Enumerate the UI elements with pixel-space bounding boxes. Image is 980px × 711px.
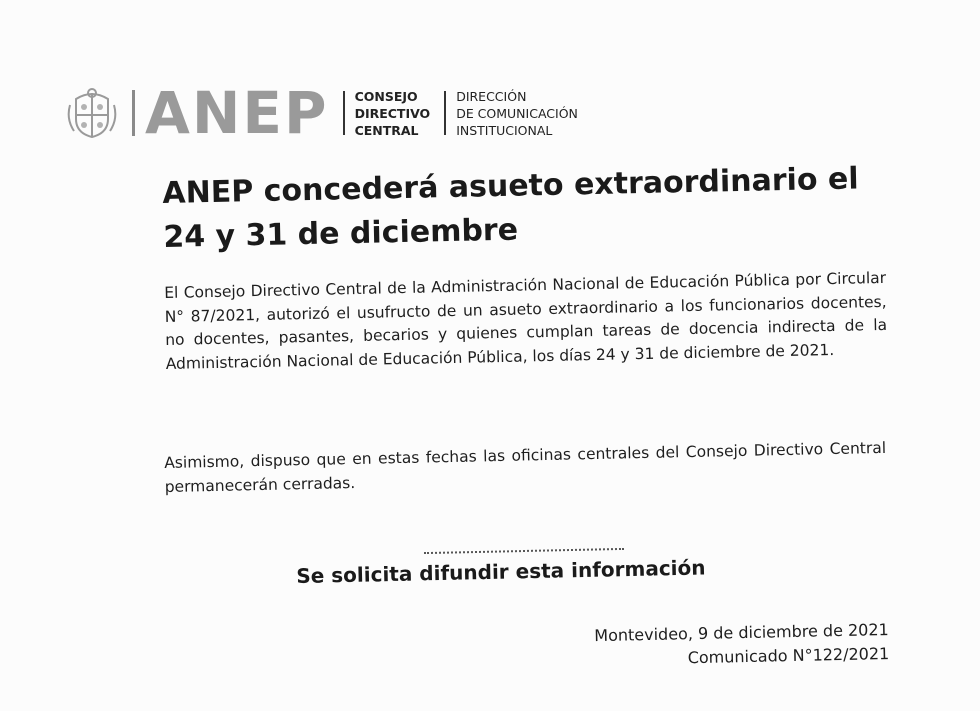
department-line-3: INSTITUCIONAL (456, 122, 553, 138)
department-line-1: DIRECCIÓN (456, 88, 527, 104)
place-and-date: Montevideo, 9 de diciembre de 2021 (593, 619, 889, 646)
department-name (456, 88, 578, 139)
communique-number: Comunicado N°122/2021 (687, 643, 889, 668)
council-line-3: CENTRAL (354, 122, 419, 138)
council-name (355, 88, 431, 139)
signature-block (594, 618, 889, 672)
council-line-2: DIRECTIVO (354, 105, 431, 121)
body-paragraph-2: Asimismo, dispuso que en estas fechas las oficinas centrales del Consejo Directivo Central permanecerán cerradas. (164, 438, 887, 496)
dissemination-request: Se solicita difundir esta información (296, 555, 706, 588)
council-line-1: CONSEJO (354, 88, 418, 104)
coat-of-arms-icon (66, 85, 118, 141)
header-divider-1 (343, 91, 345, 135)
header-divider-2 (444, 91, 446, 135)
body-paragraph-1: El Consejo Directivo Central de la Administración Nacional de Educación Pública por Circular N° 87/2021, autorizó el usufructo de un asueto extraordinario a los funcionarios docentes, no docentes, pasantes, becarios y quienes cumplan tareas de docencia indirecta de la Administración Nacional de Educación Pública, los días 24 y 31 de diciembre de 2021. (164, 268, 888, 373)
letterhead (66, 78, 578, 148)
dotted-separator (424, 548, 624, 554)
press-release-title: ANEP concederá asueto extraordinario el 24 y 31 de diciembre (162, 161, 859, 255)
anep-logo: ANEP (145, 79, 329, 147)
logo-bar (132, 90, 135, 136)
department-line-2: DE COMUNICACIÓN (456, 105, 578, 121)
